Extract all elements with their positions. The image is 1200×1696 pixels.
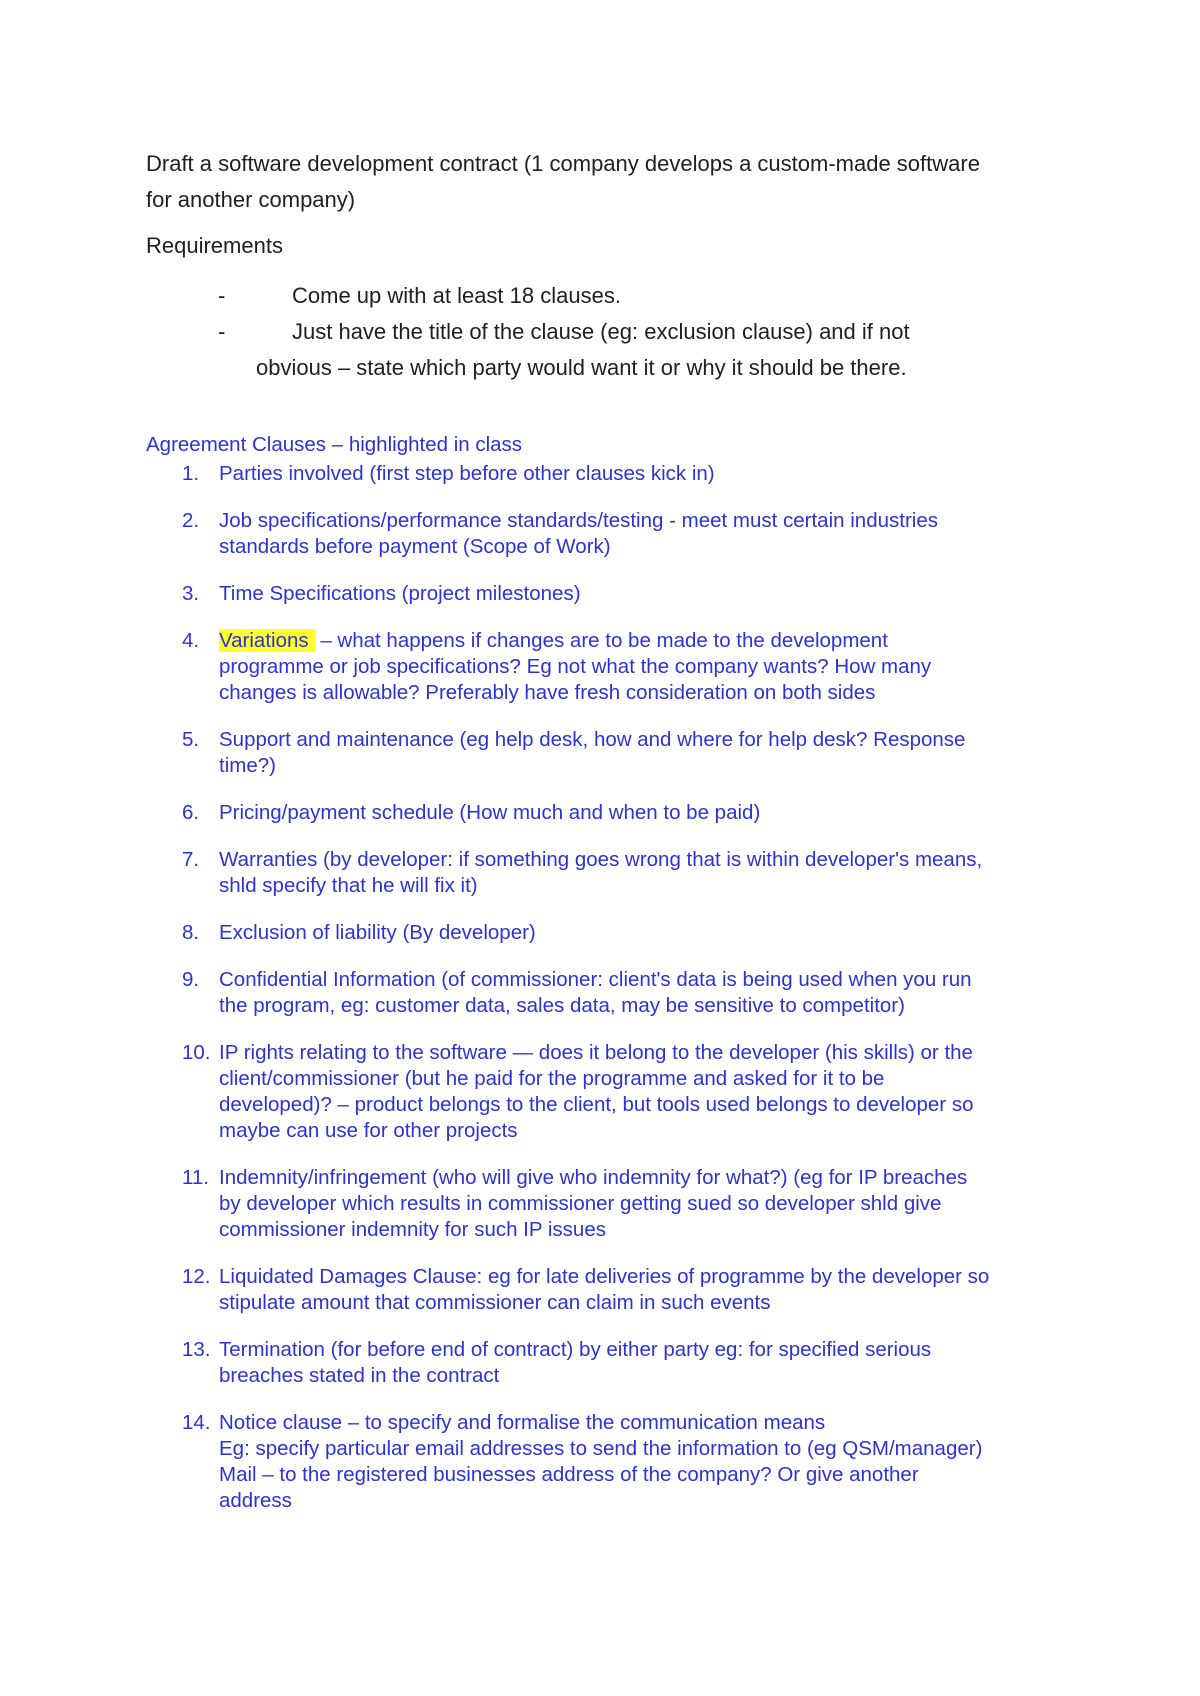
clause-number: 14. bbox=[182, 1411, 211, 1434]
requirement-text: Just have the title of the clause (eg: exclusion clause) and if not bbox=[292, 319, 910, 344]
clause-line: Indemnity/infringement (who will give who indemnity for what?) (eg for IP breaches bbox=[219, 1166, 968, 1189]
clause-line: standards before payment (Scope of Work) bbox=[219, 535, 611, 558]
clause-line: Eg: specify particular email addresses to send the information to (eg QSM/manager) bbox=[219, 1437, 983, 1460]
intro-text: Draft a software development contract (1 company develops a custom-made software for another company) bbox=[146, 151, 980, 212]
clause-line: Termination (for before end of contract) by either party eg: for specified serious bbox=[219, 1338, 932, 1361]
clause-number: 13. bbox=[182, 1338, 211, 1361]
clause-number: 7. bbox=[182, 848, 200, 871]
clause-line: developed)? – product belongs to the client, but tools used belongs to developer so bbox=[219, 1093, 974, 1116]
clause-number: 5. bbox=[182, 728, 200, 751]
clause-item bbox=[146, 1040, 1066, 1144]
clause-number: 6. bbox=[182, 801, 200, 824]
clause-line: programme or job specifications? Eg not what the company wants? How many bbox=[219, 655, 932, 678]
requirements-heading: Requirements bbox=[146, 233, 283, 258]
requirement-dash: - bbox=[218, 319, 226, 344]
clause-number: 11. bbox=[182, 1166, 209, 1189]
clause-number: 3. bbox=[182, 582, 200, 605]
clause-item bbox=[146, 1165, 1066, 1243]
clause-item bbox=[146, 800, 1066, 826]
clause-item bbox=[146, 461, 1066, 487]
clause-line: Liquidated Damages Clause: eg for late deliveries of programme by the developer so bbox=[219, 1265, 990, 1288]
clause-number: 12. bbox=[182, 1265, 211, 1288]
clause-number: 8. bbox=[182, 921, 200, 944]
clause-number: 2. bbox=[182, 509, 200, 532]
clause-list bbox=[146, 461, 1066, 1514]
clause-line: address bbox=[219, 1489, 292, 1512]
clause-item bbox=[146, 727, 1066, 779]
clause-line: Job specifications/performance standards/testing - meet must certain industries bbox=[219, 509, 938, 532]
clause-line: commissioner indemnity for such IP issues bbox=[219, 1218, 606, 1241]
clause-line: Parties involved (first step before other clauses kick in) bbox=[219, 462, 715, 485]
clause-line: changes is allowable? Preferably have fresh consideration on both sides bbox=[219, 681, 876, 704]
clause-line: time?) bbox=[219, 754, 276, 777]
clause-item bbox=[146, 1410, 1066, 1514]
clause-item bbox=[146, 1264, 1066, 1316]
requirement-dash: - bbox=[218, 283, 226, 308]
clause-line: Pricing/payment schedule (How much and when to be paid) bbox=[219, 801, 761, 824]
clause-line bbox=[219, 628, 1066, 654]
requirement-continuation: obvious – state which party would want it or why it should be there. bbox=[256, 355, 907, 380]
clause-item bbox=[146, 920, 1066, 946]
clause-line: by developer which results in commissioner getting sued so developer shld give bbox=[219, 1192, 942, 1215]
clause-item bbox=[146, 1337, 1066, 1389]
clause-line: IP rights relating to the software — does it belong to the developer (his skills) or the bbox=[219, 1041, 973, 1064]
requirement-text: Come up with at least 18 clauses. bbox=[292, 283, 621, 308]
clause-line: Warranties (by developer: if something goes wrong that is within developer's means, bbox=[219, 848, 983, 871]
clause-item bbox=[146, 508, 1066, 560]
clause-item bbox=[146, 967, 1066, 1019]
agreement-clauses-section bbox=[146, 432, 1066, 1535]
clause-item bbox=[146, 581, 1066, 607]
clause-line: breaches stated in the contract bbox=[219, 1364, 500, 1387]
clause-item bbox=[146, 628, 1066, 706]
clauses-heading: Agreement Clauses – highlighted in class bbox=[146, 433, 523, 456]
clause-item bbox=[146, 847, 1066, 899]
clause-number: 9. bbox=[182, 968, 200, 991]
clause-line: maybe can use for other projects bbox=[219, 1119, 518, 1142]
clause-line: Time Specifications (project milestones) bbox=[219, 582, 581, 605]
requirement-item bbox=[146, 278, 1026, 314]
clause-line: Mail – to the registered businesses address of the company? Or give another bbox=[219, 1463, 919, 1486]
clause-line-text: – what happens if changes are to be made to the development bbox=[314, 629, 888, 652]
requirements-list bbox=[146, 278, 1026, 386]
clause-line: Support and maintenance (eg help desk, how and where for help desk? Response bbox=[219, 728, 966, 751]
highlighted-term: Variations bbox=[219, 629, 315, 652]
clause-line: shld specify that he will fix it) bbox=[219, 874, 478, 897]
clause-number: 10. bbox=[182, 1041, 211, 1064]
clause-number: 4. bbox=[182, 629, 200, 652]
requirement-item bbox=[146, 314, 1026, 386]
intro-paragraph bbox=[146, 146, 1006, 218]
clause-line: Confidential Information (of commissioner: client's data is being used when you run bbox=[219, 968, 972, 991]
clause-line: the program, eg: customer data, sales data, may be sensitive to competitor) bbox=[219, 994, 905, 1017]
clause-line: Notice clause – to specify and formalise the communication means bbox=[219, 1411, 826, 1434]
clause-line: Exclusion of liability (By developer) bbox=[219, 921, 536, 944]
clause-number: 1. bbox=[182, 462, 200, 485]
clause-line: stipulate amount that commissioner can claim in such events bbox=[219, 1291, 771, 1314]
clause-line: client/commissioner (but he paid for the programme and asked for it to be bbox=[219, 1067, 885, 1090]
